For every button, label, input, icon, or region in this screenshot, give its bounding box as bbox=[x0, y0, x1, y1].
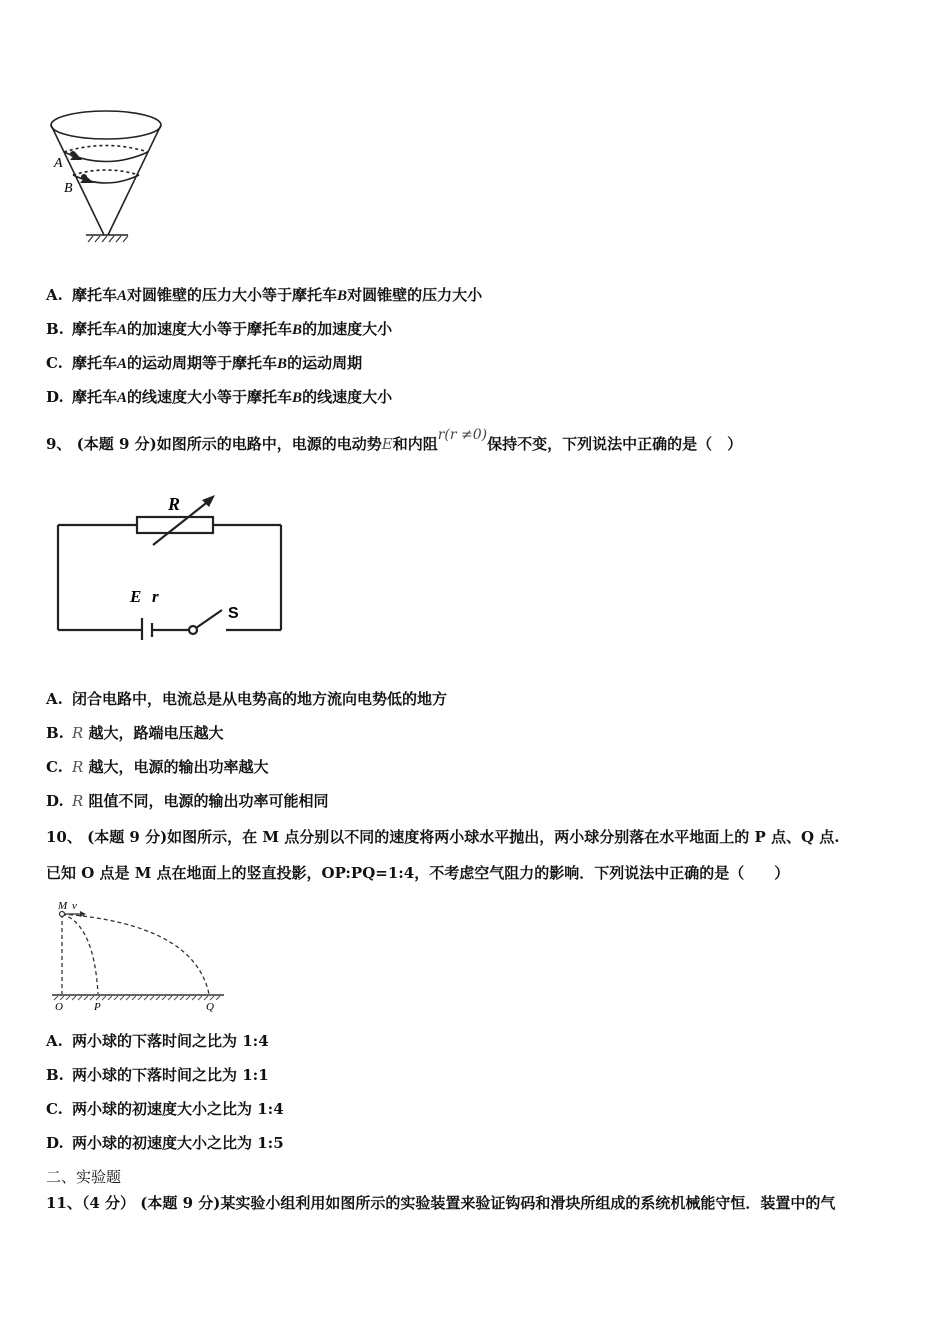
circuit-figure bbox=[50, 490, 290, 640]
q10-option-d: D. 两小球的初速度大小之比为 1:5 bbox=[46, 1134, 284, 1152]
q8-option-b: B. 摩托车A的加速度大小等于摩托车B的加速度大小 bbox=[46, 320, 393, 338]
q9-option-c: C. R 越大，电源的输出功率越大 bbox=[46, 758, 269, 776]
label-a: A bbox=[54, 156, 63, 171]
q11-stem: 11、（4 分） (本题 9 分)某实验小组利用如图所示的实验装置来验证钩码和滑块所组成的系统机械能守恒．装置中的气 bbox=[46, 1194, 836, 1212]
label-o: O bbox=[55, 1001, 63, 1013]
q9-option-d: D. R 阻值不同，电源的输出功率可能相同 bbox=[46, 792, 329, 810]
q9-option-a: A. 闭合电路中，电流总是从电势高的地方流向电势低的地方 bbox=[46, 690, 448, 708]
q10-stem-line1: 10、 (本题 9 分)如图所示，在 M 点分别以不同的速度将两小球水平抛出，两小球分别落在水平地面上的 P 点、Q 点. bbox=[46, 828, 840, 846]
q9-option-b: B. R 越大，路端电压越大 bbox=[46, 724, 224, 742]
motorcycle-b-icon bbox=[80, 174, 94, 183]
projectile-figure bbox=[46, 898, 231, 1013]
q10-option-a: A. 两小球的下落时间之比为 1:4 bbox=[46, 1032, 269, 1050]
emf-symbol: E bbox=[381, 435, 393, 453]
label-b: B bbox=[64, 181, 73, 196]
q8-option-a: A. 摩托车A对圆锥壁的压力大小等于摩托车B对圆锥壁的压力大小 bbox=[46, 286, 483, 304]
label-v: v bbox=[72, 900, 77, 912]
label-e: E bbox=[130, 587, 142, 606]
q10-option-b: B. 两小球的下落时间之比为 1:1 bbox=[46, 1066, 269, 1084]
label-m: M bbox=[58, 900, 68, 912]
q8-option-d: D. 摩托车A的线速度大小等于摩托车B的线速度大小 bbox=[46, 388, 393, 406]
section-experiment-heading: 二、实验题 bbox=[46, 1168, 122, 1186]
label-s: S bbox=[228, 605, 239, 622]
q10-stem-line2: 已知 O 点是 M 点在地面上的竖直投影，OP:PQ=1:4，不考虑空气阻力的影响．下列说法中正确的是（ ） bbox=[46, 864, 790, 882]
q8-option-c: C. 摩托车A的运动周期等于摩托车B的运动周期 bbox=[46, 354, 363, 372]
internal-resistance-expr: r(r ≠0) bbox=[437, 427, 488, 443]
q9-stem: 9、 (本题 9 分)如图所示的电路中，电源的电动势E和内阻r(r ≠0)保持不变，下列说法中正确的是（ ） bbox=[46, 427, 743, 453]
label-q: Q bbox=[206, 1001, 214, 1013]
q10-option-c: C. 两小球的初速度大小之比为 1:4 bbox=[46, 1100, 284, 1118]
label-p: P bbox=[94, 1001, 101, 1013]
label-resistor-r: R bbox=[168, 494, 181, 514]
cone-figure bbox=[40, 95, 175, 250]
label-r: r bbox=[152, 587, 159, 606]
motorcycle-a-icon bbox=[70, 151, 82, 160]
